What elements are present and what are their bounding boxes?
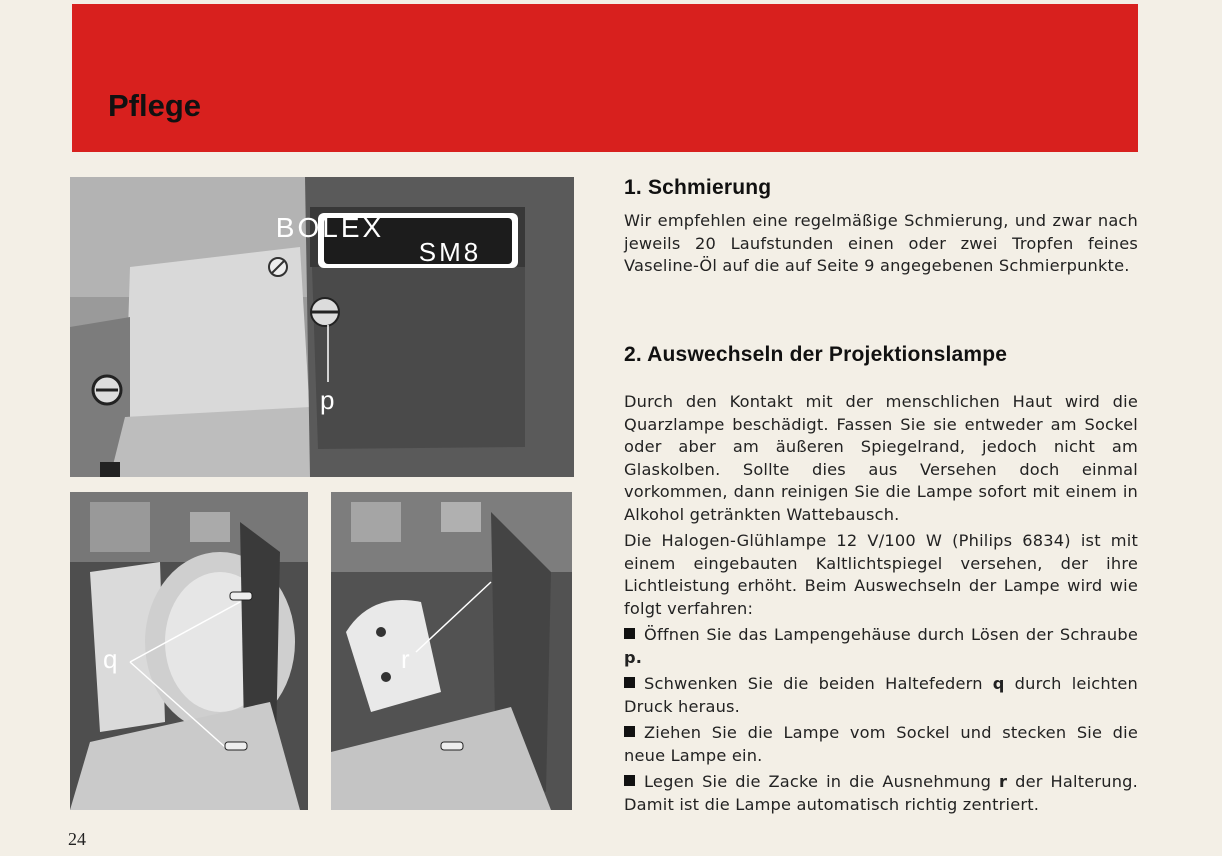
square-bullet-icon bbox=[624, 628, 635, 639]
page-title: Pflege bbox=[108, 88, 202, 123]
paragraph: Wir empfehlen eine regelmäßige Schmierung, und zwar nach jeweils 20 Laufstunden einen oder zwei Tropfen feines Vaseline-Öl auf die auf Seite 9 angegebenen Schmierpunkte. bbox=[624, 211, 1138, 275]
section-heading-lamp-replacement: 2. Auswechseln der Projektionslampe bbox=[624, 343, 1008, 366]
header-bar bbox=[72, 4, 1138, 152]
step-item: Legen Sie die Zacke in die Ausnehmung r der Halterung. Damit ist die Lampe automatisch richtig zentriert. bbox=[624, 772, 1138, 814]
brand-line1: BOLEX bbox=[275, 212, 385, 243]
lamp-springs-photo bbox=[70, 492, 308, 810]
paragraph: Durch den Kontakt mit der menschlichen Haut wird die Quarzlampe beschädigt. Fassen Sie sie entweder am Sockel oder aber am äußeren Spiegelrand, jedoch nicht am Glaskolben. Sollte dies aus Versehen doch einmal vorkommen, dann reinigen Sie die Lampe sofort mit einem in Alkohol getränkten Wattebausch. bbox=[624, 392, 1138, 524]
brand-line2: SM8 bbox=[418, 237, 482, 267]
step-item: Schwenken Sie die beiden Haltefedern q durch leichten Druck heraus. bbox=[624, 674, 1138, 716]
square-bullet-icon bbox=[624, 677, 635, 688]
section-body-lamp-replacement bbox=[624, 391, 1138, 816]
section-body-lubrication bbox=[624, 210, 1138, 278]
step-item: Öffnen Sie das Lampengehäuse durch Lösen der Schraube p. bbox=[624, 625, 1138, 667]
paragraph: Die Halogen-Glühlampe 12 V/100 W (Philips 6834) ist mit einem eingebauten Kaltlichtspiegel versehen, der ihre Lichtleistung erhöht. Beim Auswechseln der Lampe wird wie folgt verfahren: bbox=[624, 531, 1138, 618]
callout-label-r: r bbox=[401, 644, 410, 674]
lamp-socket-photo bbox=[331, 492, 572, 810]
step-item: Ziehen Sie die Lampe vom Sockel und stecken Sie die neue Lampe ein. bbox=[624, 723, 1138, 765]
callout-label-p: p bbox=[320, 385, 335, 415]
callout-label-q: q bbox=[103, 644, 118, 674]
square-bullet-icon bbox=[624, 775, 635, 786]
section-heading-lubrication: 1. Schmierung bbox=[624, 176, 772, 199]
projector-housing-photo bbox=[70, 177, 574, 477]
page-number: 24 bbox=[68, 829, 86, 849]
square-bullet-icon bbox=[624, 726, 635, 737]
